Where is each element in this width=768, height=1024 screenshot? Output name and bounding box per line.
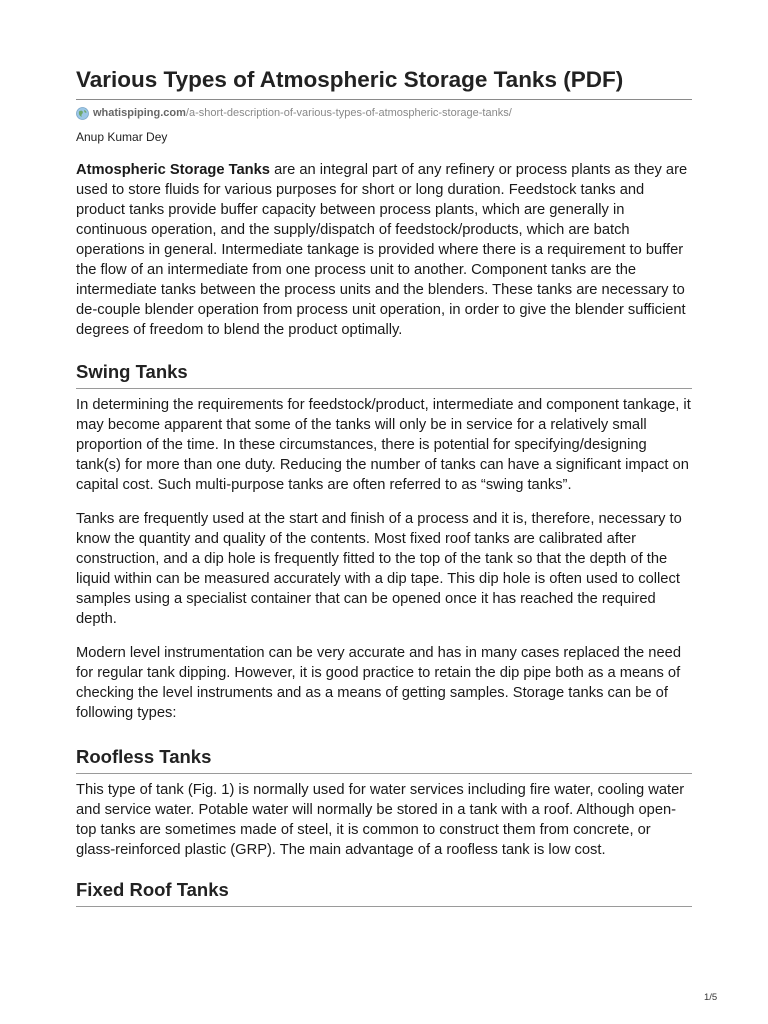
intro-paragraph — [76, 160, 692, 340]
page-number: 1/5 — [704, 992, 718, 1003]
paragraph: This type of tank (Fig. 1) is normally used for water services including fire water, cooling water and service water. Potable water will normally be stored in a tank with a roof. Although open-top tanks are sometimes made of steel, it is common to construct them from concrete, or glass-reinforced plastic (GRP). The main advantage of a roofless tank is low cost. — [76, 782, 685, 858]
section-roofless-tanks — [76, 745, 692, 860]
paragraph: Tanks are frequently used at the start and finish of a process and it is, therefore, necessary to know the quantity and quality of the contents. Most fixed roof tanks are calibrated after construction, and a dip hole is frequently fitted to the top of the tank so that the depth of the liquid within can be measured accurately with a dip tape. This dip hole is often used to collect samples using a specialist container that can be opened once it has reached the required depth. — [76, 511, 682, 627]
document-page — [76, 62, 692, 907]
section-heading-swing-tanks: Swing Tanks — [76, 361, 188, 382]
paragraph: Modern level instrumentation can be very accurate and has in many cases replaced the need for regular tank dipping. However, it is good practice to retain the dip pipe both as a means of checking the level instruments and as a means of getting samples. Storage tanks can be of following types: — [76, 645, 681, 721]
section-divider — [76, 388, 692, 389]
intro-bold-term: Atmospheric Storage Tanks — [76, 162, 270, 178]
section-heading-fixed-roof-tanks: Fixed Roof Tanks — [76, 879, 229, 900]
section-fixed-roof-tanks — [76, 878, 692, 907]
intro-text: are an integral part of any refinery or process plants as they are used to store fluids for various purposes for short or long duration. Feedstock tanks and product tanks provide buffer capacity between process plants, which are generally in continuous operation, and the supply/dispatch of feedstock/products, which are batch operations in general. Intermediate tankage is provided where there is a requirement to buffer the flow of an intermediate from one process unit to another. Component tanks are the intermediate tanks between the process units and the blenders. These tanks are necessary to de-couple blender operation from process unit operation, in order to give the blender sufficient degrees of freedom to blend the product optimally. — [76, 162, 688, 338]
page-title: Various Types of Atmospheric Storage Tanks (PDF) — [76, 67, 624, 92]
title-divider — [76, 99, 692, 100]
source-path-link[interactable]: /a-short-description-of-various-types-of-atmospheric-storage-tanks/ — [185, 107, 512, 119]
section-divider — [76, 906, 692, 907]
section-divider — [76, 773, 692, 774]
author-name: Anup Kumar Dey — [76, 130, 168, 144]
source-domain-link[interactable]: whatispiping.com — [93, 107, 186, 119]
globe-icon — [76, 107, 89, 120]
section-heading-roofless-tanks: Roofless Tanks — [76, 746, 212, 767]
section-swing-tanks — [76, 360, 692, 723]
source-line — [76, 106, 692, 120]
paragraph: In determining the requirements for feedstock/product, intermediate and component tankage, it may become apparent that some of the tanks will only be in service for a relatively small proportion of the time. In these circumstances, there is potential for specifying/designing tank(s) for more than one duty. Reducing the number of tanks can have a significant impact on capital cost. Such multi-purpose tanks are often referred to as “swing tanks”. — [76, 397, 691, 493]
